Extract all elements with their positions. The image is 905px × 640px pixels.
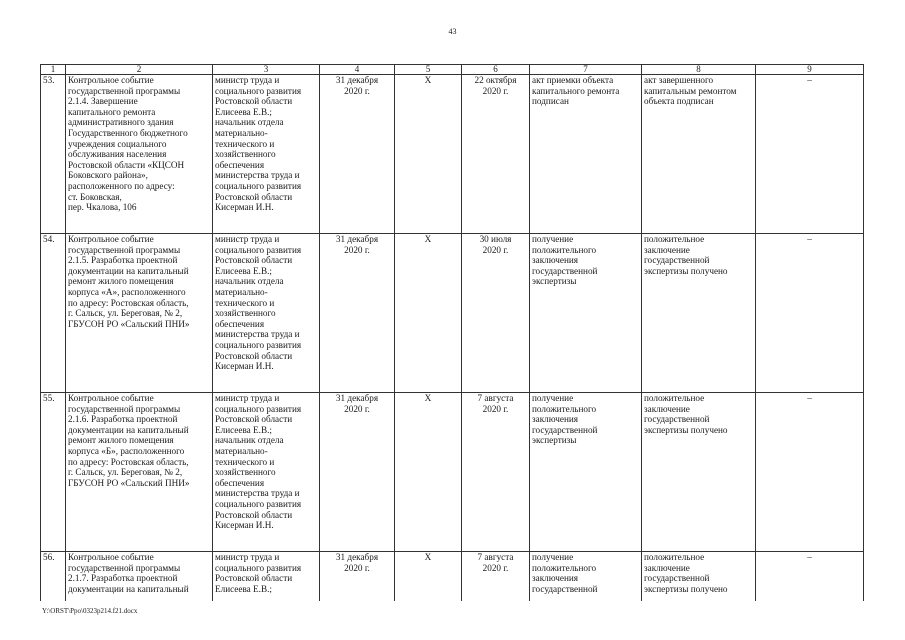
actual-result: положительное заключение государственной экспертизы получено — [642, 234, 756, 393]
fact-date: 7 августа 2020 г. — [462, 393, 530, 552]
column-header: 2 — [66, 65, 213, 75]
plan-date: 31 декабря 2020 г. — [320, 75, 395, 234]
plan-date: 31 декабря 2020 г. — [320, 393, 395, 552]
fact-date: 22 октября 2020 г. — [462, 75, 530, 234]
column-header: 4 — [320, 65, 395, 75]
actual-result: положительное заключение государственной экспертизы получено — [642, 393, 756, 552]
responsible-person: министр труда и социального развития Ростовской области Елисеева Е.В.; — [213, 552, 320, 601]
column-5-value: X — [395, 75, 462, 234]
planned-result: получение положительного заключения государственной экспертизы — [530, 393, 642, 552]
fact-date: 30 июля 2020 г. — [462, 234, 530, 393]
event-description: Контрольное событие государственной программы 2.1.5. Разработка проектной документации на капитальный ремонт жилого помещения корпуса «А», расположенного по адресу: Ростовская область, г. Сальск, ул. Береговая, № 2, ГБУСОН РО «Сальский ПНИ» — [66, 234, 213, 393]
actual-result: акт завершенного капитальным ремонтом объекта подписан — [642, 75, 756, 234]
control-events-table — [40, 64, 864, 601]
actual-result: положительное заключение государственной экспертизы получено — [642, 552, 756, 601]
table-row — [41, 75, 864, 234]
plan-date: 31 декабря 2020 г. — [320, 234, 395, 393]
responsible-person: министр труда и социального развития Ростовской области Елисеева Е.В.; начальник отдела материально- технического и хозяйственного обеспечения министерства труда и социального развития Ростовской области Кисерман И.Н. — [213, 75, 320, 234]
header-row — [41, 65, 864, 75]
page-number: 43 — [448, 27, 457, 36]
plan-date: 31 декабря 2020 г. — [320, 552, 395, 601]
column-9-value: – — [756, 234, 864, 393]
column-5-value: X — [395, 393, 462, 552]
responsible-person: министр труда и социального развития Ростовской области Елисеева Е.В.; начальник отдела материально- технического и хозяйственного обеспечения министерства труда и социального развития Ростовской области Кисерман И.Н. — [213, 234, 320, 393]
planned-result: акт приемки объекта капитального ремонта подписан — [530, 75, 642, 234]
column-header: 5 — [395, 65, 462, 75]
table-row — [41, 234, 864, 393]
column-header: 1 — [41, 65, 66, 75]
row-number: 55. — [41, 393, 66, 552]
planned-result: получение положительного заключения государственной — [530, 552, 642, 601]
planned-result: получение положительного заключения государственной экспертизы — [530, 234, 642, 393]
column-header: 6 — [462, 65, 530, 75]
column-9-value: – — [756, 552, 864, 601]
column-header: 9 — [756, 65, 864, 75]
row-number: 53. — [41, 75, 66, 234]
column-5-value: X — [395, 552, 462, 601]
table-row — [41, 393, 864, 552]
footer-file-path: Y:\ORST\Ppo\0323p214.f21.docx — [42, 607, 138, 615]
column-5-value: X — [395, 234, 462, 393]
column-header: 3 — [213, 65, 320, 75]
responsible-person: министр труда и социального развития Ростовской области Елисеева Е.В.; начальник отдела материально- технического и хозяйственного обеспечения министерства труда и социального развития Ростовской области Кисерман И.Н. — [213, 393, 320, 552]
event-description: Контрольное событие государственной программы 2.1.7. Разработка проектной документации на капитальный — [66, 552, 213, 601]
event-description: Контрольное событие государственной программы 2.1.6. Разработка проектной документации на капитальный ремонт жилого помещения корпуса «Б», расположенного по адресу: Ростовская область, г. Сальск, ул. Береговая, № 2, ГБУСОН РО «Сальский ПНИ» — [66, 393, 213, 552]
fact-date: 7 августа 2020 г. — [462, 552, 530, 601]
row-number: 56. — [41, 552, 66, 601]
column-9-value: – — [756, 393, 864, 552]
column-header: 8 — [642, 65, 756, 75]
column-header: 7 — [530, 65, 642, 75]
row-number: 54. — [41, 234, 66, 393]
event-description: Контрольное событие государственной программы 2.1.4. Завершение капитального ремонта административного здания Государственного бюджетного учреждения социального обслуживания населения Ростовской области «КЦСОН Боковского района», расположенного по адресу: ст. Боковская, пер. Чкалова, 106 — [66, 75, 213, 234]
table-row — [41, 552, 864, 601]
column-9-value: – — [756, 75, 864, 234]
